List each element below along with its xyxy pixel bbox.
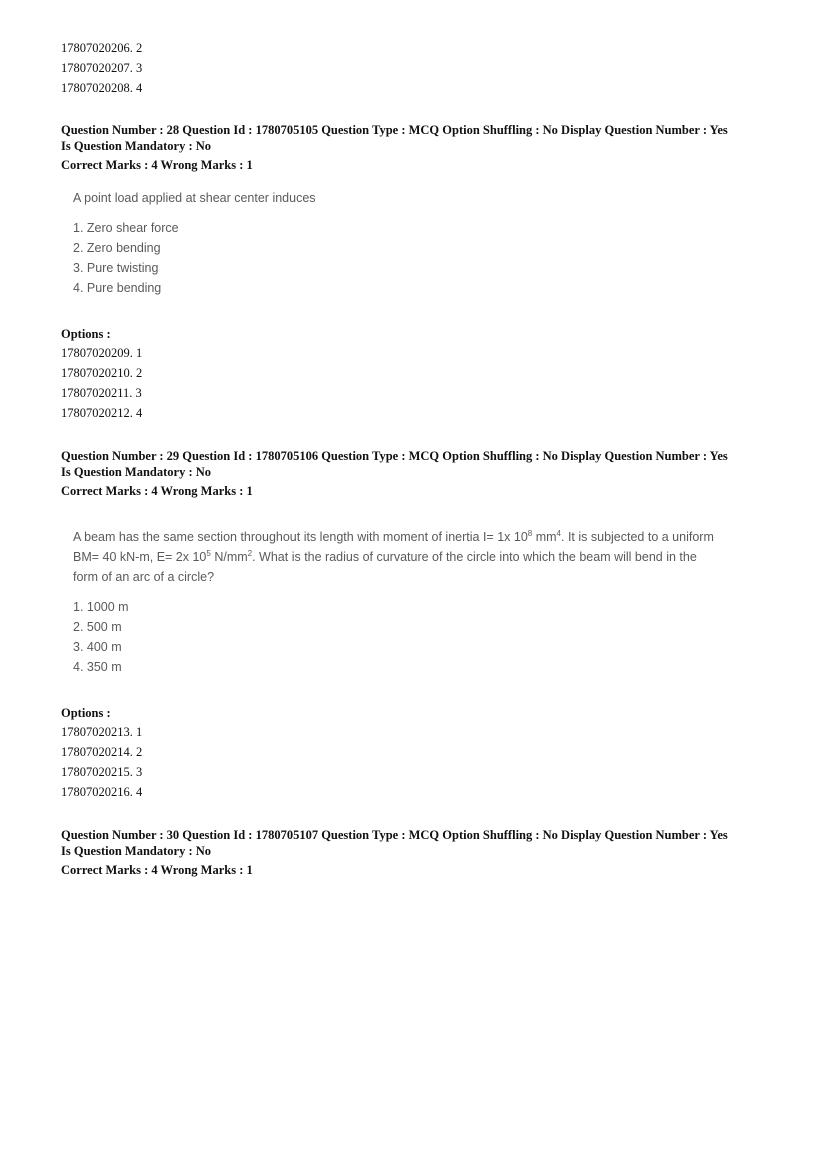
question-28-marks: Correct Marks : 4 Wrong Marks : 1 — [61, 158, 253, 172]
question-30-header — [61, 827, 781, 878]
stem-text: A beam has the same section throughout its length with moment of inertia I= 1x 10 — [73, 530, 528, 544]
choice-item: 4. 350 m — [73, 660, 122, 674]
question-28-choices — [73, 218, 316, 298]
choice-item: 1. 1000 m — [73, 600, 129, 614]
option-line: 17807020212. 4 — [61, 406, 143, 420]
choice-item: 2. Zero bending — [73, 241, 161, 255]
option-line: 17807020208. 4 — [61, 81, 143, 95]
option-line: 17807020213. 1 — [61, 725, 143, 739]
option-line: 17807020210. 2 — [61, 366, 143, 380]
option-line: 17807020216. 4 — [61, 785, 143, 799]
exponent: 2 — [247, 548, 253, 558]
stem-text: mm — [532, 530, 557, 544]
option-line: 17807020209. 1 — [61, 346, 143, 360]
stem-text: . What is the radius of curvature of the circle into which the beam will bend in the — [252, 550, 697, 564]
question-28-image — [73, 188, 316, 298]
question-29-stem-line3: form of an arc of a circle? — [73, 570, 215, 584]
question-30-marks: Correct Marks : 4 Wrong Marks : 1 — [61, 863, 253, 877]
question-29-meta: Question Number : 29 Question Id : 1780705106 Question Type : MCQ Option Shuffling : No Display Question Number : Yes — [61, 449, 728, 463]
question-30-mandatory: Is Question Mandatory : No — [61, 844, 212, 858]
question-29-marks: Correct Marks : 4 Wrong Marks : 1 — [61, 484, 253, 498]
question-29-header — [61, 448, 781, 499]
question-28-meta: Question Number : 28 Question Id : 1780705105 Question Type : MCQ Option Shuffling : No Display Question Number : Yes — [61, 123, 728, 137]
question-29-image — [73, 527, 714, 677]
stem-text: . It is subjected to a uniform — [561, 530, 714, 544]
option-line: 17807020211. 3 — [61, 386, 142, 400]
question-29-choices — [73, 597, 714, 677]
choice-item: 1. Zero shear force — [73, 221, 179, 235]
question-30-meta: Question Number : 30 Question Id : 1780705107 Question Type : MCQ Option Shuffling : No Display Question Number : Yes — [61, 828, 728, 842]
stem-text: BM= 40 kN-m, E= 2x 10 — [73, 550, 207, 564]
question-28-stem: A point load applied at shear center induces — [73, 191, 316, 205]
option-line: 17807020215. 3 — [61, 765, 143, 779]
question-29-stem-line1 — [73, 527, 714, 547]
question-29-stem-line2 — [73, 547, 714, 567]
choice-item: 2. 500 m — [73, 620, 122, 634]
option-line: 17807020214. 2 — [61, 745, 143, 759]
question-29-mandatory: Is Question Mandatory : No — [61, 465, 212, 479]
option-line: 17807020207. 3 — [61, 61, 143, 75]
question-28-header — [61, 122, 781, 173]
options-label: Options : — [61, 706, 111, 720]
option-line: 17807020206. 2 — [61, 41, 143, 55]
stem-text: N/mm — [210, 550, 248, 564]
exponent: 8 — [527, 528, 533, 538]
choice-item: 3. Pure twisting — [73, 261, 159, 275]
exponent: 5 — [206, 548, 211, 558]
choice-item: 3. 400 m — [73, 640, 122, 654]
choice-item: 4. Pure bending — [73, 281, 162, 295]
exponent: 4 — [556, 528, 561, 538]
question-28-mandatory: Is Question Mandatory : No — [61, 139, 212, 153]
options-label: Options : — [61, 327, 111, 341]
